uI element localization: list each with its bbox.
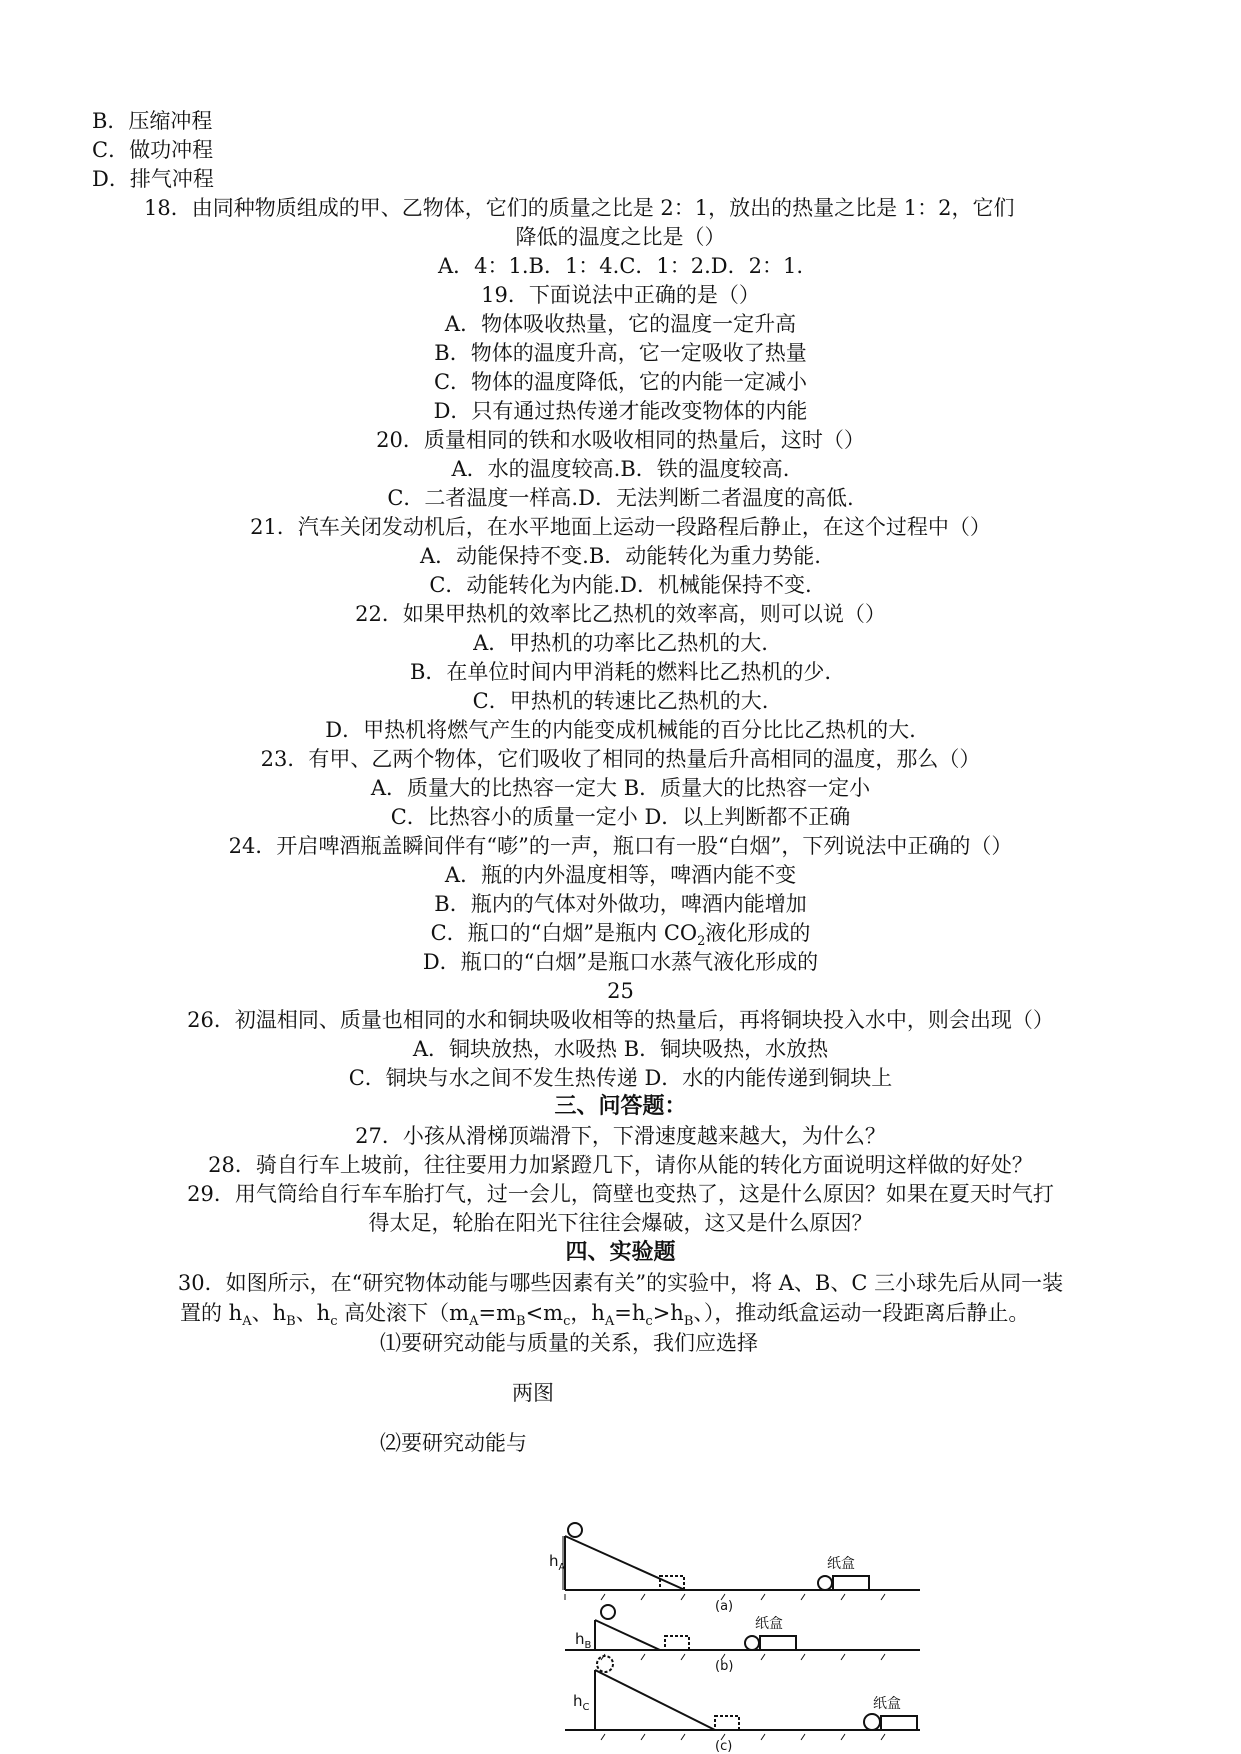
question-24-d: D．瓶口的“白烟”是瓶口水蒸气液化形成的 [422,950,819,974]
question-22: 22．如果甲热机的效率比乙热机的效率高，则可以说（） [355,602,886,626]
question-26-ab: A．铜块放热，水吸热 B．铜块吸热，水放热 [412,1037,829,1061]
question-20: 20．质量相同的铁和水吸收相同的热量后，这时（） [376,428,865,452]
question-19-c: C．物体的温度降低，它的内能一定减小 [433,370,808,394]
question-19-a: A．物体吸收热量，它的温度一定升高 [444,312,797,336]
figure-a-box-end [833,1576,869,1590]
figure-a-box-label: 纸盒 [827,1556,855,1572]
question-30-part2: ⑵要研究动能与 [380,1431,527,1455]
figure-c-height-label: $h_C$ [573,1692,590,1713]
figure-b-ball-end [745,1636,759,1650]
question-24-b: B．瓶内的气体对外做功，啤酒内能增加 [434,892,807,916]
option-b-compression: B．压缩冲程 [92,109,213,133]
question-24: 24．开启啤酒瓶盖瞬间伴有“嘭”的一声，瓶口有一股“白烟”，下列说法中正确的（） [228,834,1013,858]
figure-b-ball-top [601,1605,615,1619]
question-30-part1: ⑴要研究动能与质量的关系，我们应选择 [380,1331,758,1355]
figure-a-height-label: $h_A$ [549,1552,566,1573]
question-22-a: A．甲热机的功率比乙热机的大. [473,631,768,655]
question-21-ab: A．动能保持不变.B．动能转化为重力势能. [420,544,821,568]
question-26: 26．初温相同、质量也相同的水和铜块吸收相等的热量后，再将铜块投入水中，则会出现（） [187,1008,1054,1032]
question-18-options: A．4：1.B．1：4.C．1：2.D．2：1. [437,254,804,278]
figure-b-box-label: 纸盒 [755,1616,783,1632]
figure-c-box-start [715,1716,739,1730]
question-21: 21．汽车关闭发动机后，在水平地面上运动一段路程后静止，在这个过程中（） [250,515,991,539]
figure-a-ball-end [818,1576,832,1590]
question-20-ab: A．水的温度较高.B．铁的温度较高. [451,457,790,481]
figure-a-ramp [565,1536,685,1590]
question-20-cd: C．二者温度一样高.D．无法判断二者温度的高低. [387,486,854,510]
figure-c-ball-top [597,1656,613,1672]
question-30: 30．如图所示，在“研究物体动能与哪些因素有关”的实验中，将 A、B、C 三小球先后从同一装 [177,1271,1064,1295]
question-25-number: 25 [607,979,634,1003]
question-23: 23．有甲、乙两个物体，它们吸收了相同的热量后升高相同的温度，那么（） [260,747,981,771]
option-c-power: C．做功冲程 [92,138,214,162]
option-d-exhaust: D．排气冲程 [92,167,214,191]
figure-c-box-end [881,1716,917,1730]
question-22-b: B．在单位时间内甲消耗的燃料比乙热机的少. [409,660,832,684]
question-18: 18．由同种物质组成的甲、乙物体，它们的质量之比是 2：1，放出的热量之比是 1：2，它们 [144,196,1015,220]
figure-b-caption: (b) [715,1659,734,1674]
question-22-c: C．甲热机的转速比乙热机的大. [472,689,769,713]
question-24-c: C．瓶口的“白烟”是瓶内 $CO_2$液化形成的 [430,921,811,950]
figure-c-ball-end [864,1714,880,1730]
question-19-b: B．物体的温度升高，它一定吸收了热量 [434,341,807,365]
question-23-ab: A．质量大的比热容一定大 B．质量大的比热容一定小 [370,776,871,800]
question-30-part1-cont: 两图 [512,1381,554,1405]
section-heading-experiment: 四、实验题 [565,1240,676,1265]
question-27: 27．小孩从滑梯顶端滑下，下滑速度越来越大，为什么？ [355,1124,886,1148]
figure-b-box-end [760,1636,796,1650]
figure-b-ramp [595,1620,660,1650]
question-21-cd: C．动能转化为内能.D．机械能保持不变. [429,573,812,597]
question-19: 19．下面说法中正确的是（） [481,283,760,307]
figure-a-caption: (a) [715,1599,734,1614]
question-18-cont: 降低的温度之比是（） [515,225,726,249]
experiment-figure [549,1520,925,1754]
figure-b-height-label: $h_B$ [575,1630,592,1651]
question-29: 29．用气筒给自行车车胎打气，过一会儿，筒壁也变热了，这是什么原因？如果在夏天时气打 [187,1182,1054,1206]
figure-c-caption: (c) [715,1739,733,1754]
question-30-cont: 置的 $h_A$、$h_B$、$h_c$ 高处滚下（$m_A=m_B<m_c$，$h_A=h_c>h_B$、），推动纸盒运动一段距离后静止。 [180,1301,1030,1330]
question-24-a: A．瓶的内外温度相等，啤酒内能不变 [444,863,797,887]
question-28: 28．骑自行车上坡前，往往要用力加紧蹬几下，请你从能的转化方面说明这样做的好处？ [208,1153,1033,1177]
figure-a-ball-top [568,1523,582,1537]
question-29-cont: 得太足，轮胎在阳光下往往会爆破，这又是什么原因？ [368,1211,873,1235]
section-heading-qa: 三、问答题： [554,1094,687,1119]
figure-b-box-start [665,1636,689,1650]
question-23-cd: C．比热容小的质量一定小 D．以上判断都不正确 [390,805,851,829]
question-22-d: D．甲热机将燃气产生的内能变成机械能的百分比比乙热机的大. [325,718,916,742]
question-19-d: D．只有通过热传递才能改变物体的内能 [433,399,808,423]
figure-c-box-label: 纸盒 [873,1696,901,1712]
figure-c-ramp [595,1670,715,1730]
question-26-cd: C．铜块与水之间不发生热传递 D．水的内能传递到铜块上 [348,1066,893,1090]
